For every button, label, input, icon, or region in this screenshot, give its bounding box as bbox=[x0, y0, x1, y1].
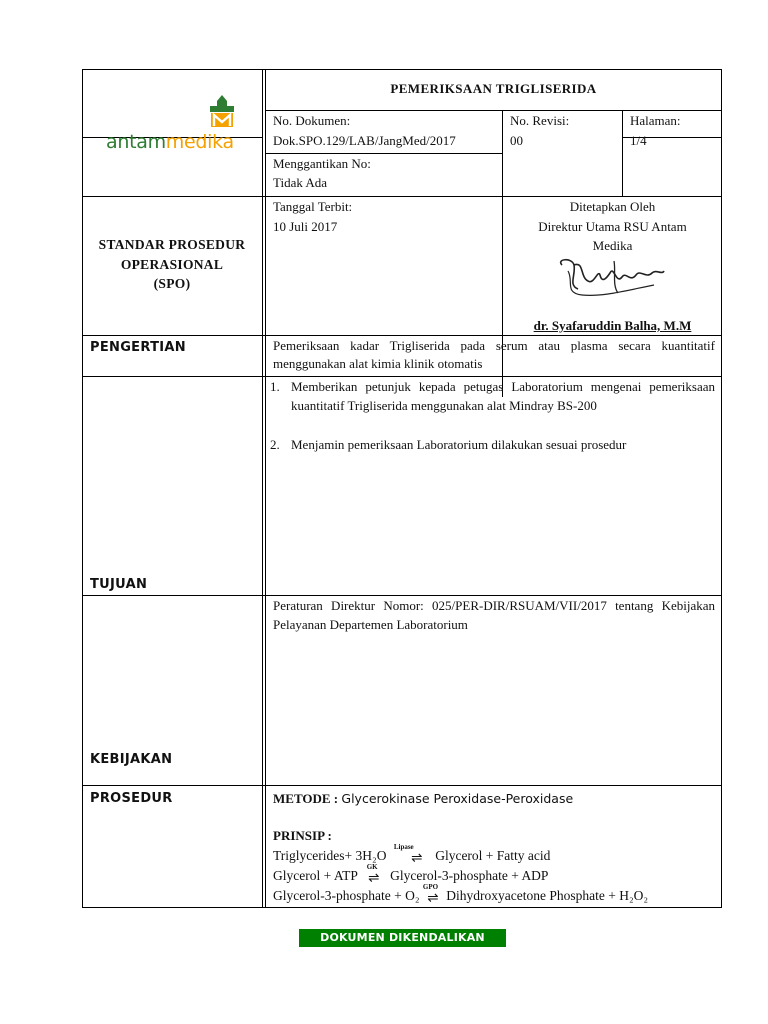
kebijakan-text: Peraturan Direktur Nomor: 025/PER-DIR/RSUAM/VII/2017 tentang Kebijakan Pelayanan Departemen Laboratorium bbox=[273, 598, 715, 632]
ditetapkan-line1: Ditetapkan Oleh bbox=[569, 199, 656, 214]
header-divider-2 bbox=[622, 110, 623, 196]
antam-medika-logo bbox=[106, 97, 246, 157]
logo-text-antam: antam bbox=[106, 131, 166, 153]
equilibrium-arrow-icon: ⇌ bbox=[368, 870, 380, 885]
equilibrium-arrow-icon: ⇌ bbox=[411, 850, 423, 865]
spo-label-line1: STANDAR PROSEDUR bbox=[98, 237, 246, 252]
reaction-2-right: Glycerol-3-phosphate + ADP bbox=[390, 868, 549, 883]
ditetapkan-line3: Medika bbox=[592, 238, 633, 253]
tujuan-item-2-text: Menjamin pemeriksaan Laboratorium dilakukan sesuai prosedur bbox=[291, 437, 627, 452]
reaction-2 bbox=[273, 863, 549, 885]
prosedur-label: PROSEDUR bbox=[90, 791, 173, 806]
reaction-2-enzyme: GK bbox=[366, 863, 378, 871]
medika-emblem-icon bbox=[202, 95, 242, 129]
tanggal-terbit-label: Tanggal Terbit: bbox=[273, 199, 353, 214]
tujuan-item-1-text: Memberikan petunjuk kepada petugas Laboratorium mengenai pemeriksaan kuantitatif Trigliserida menggunakan alat Mindray BS-200 bbox=[291, 379, 715, 413]
row-line-prosedur bbox=[82, 785, 722, 786]
reaction-3 bbox=[273, 883, 649, 905]
logo-text-medika: medika bbox=[165, 131, 234, 153]
equilibrium-arrow-icon: ⇌ bbox=[427, 890, 439, 905]
prinsip-label: PRINSIP : bbox=[273, 828, 332, 843]
frame-right-line bbox=[721, 69, 722, 908]
signature-image bbox=[554, 255, 670, 303]
no-revisi-value: 00 bbox=[510, 133, 523, 148]
no-revisi-label: No. Revisi: bbox=[510, 113, 570, 128]
controlled-document-footer: DOKUMEN DIKENDALIKAN (2017) bbox=[299, 929, 506, 947]
ditetapkan-line2: Direktur Utama RSU Antam bbox=[538, 219, 687, 234]
halaman-value: 1/4 bbox=[630, 133, 647, 148]
reaction-1 bbox=[273, 843, 551, 865]
reaction-1-left: Triglycerides+ 3H₂O bbox=[273, 848, 387, 863]
pengertian-text: Pemeriksaan kadar Trigliserida pada serum atau plasma secara kuantitatif menggunakan alat kimia klinik otomatis bbox=[273, 338, 715, 371]
logo-wordmark bbox=[106, 131, 234, 153]
pengertian-label: PENGERTIAN bbox=[90, 340, 186, 355]
frame-left-line bbox=[82, 69, 83, 908]
reaction-1-enzyme: Lipase bbox=[393, 843, 414, 851]
metode-label: METODE : bbox=[273, 791, 339, 806]
tujuan-label: TUJUAN bbox=[90, 577, 148, 592]
reaction-2-arrow bbox=[361, 863, 387, 885]
metode-value: Glycerokinase Peroxidase-Peroxidase bbox=[341, 791, 574, 806]
spo-label-line2: OPERASIONAL bbox=[120, 257, 224, 272]
no-dokumen-value: Dok.SPO.129/LAB/JangMed/2017 bbox=[273, 133, 456, 148]
metode-line bbox=[273, 789, 573, 808]
halaman-label: Halaman: bbox=[630, 113, 681, 128]
tujuan-item-2-number: 2. bbox=[270, 437, 280, 452]
kebijakan-label: KEBIJAKAN bbox=[90, 752, 173, 767]
column-divider-b bbox=[265, 69, 266, 908]
no-dokumen-label: No. Dokumen: bbox=[273, 113, 351, 128]
frame-top-line bbox=[82, 69, 722, 70]
reaction-3-arrow bbox=[422, 883, 443, 905]
spo-label-line3: (SPO) bbox=[153, 276, 191, 291]
frame-bottom-line bbox=[82, 907, 722, 908]
signatory-name: dr. Syafaruddin Balha, M.M bbox=[533, 318, 692, 333]
row-line-pengertian bbox=[82, 335, 722, 336]
tujuan-item-1-number: 1. bbox=[270, 379, 280, 394]
reaction-3-enzyme: GPO bbox=[422, 883, 439, 891]
tanggal-terbit-value: 10 Juli 2017 bbox=[273, 219, 338, 234]
reaction-1-right: Glycerol + Fatty acid bbox=[435, 848, 551, 863]
reaction-3-right: Dihydroxyacetone Phosphate + H₂O₂ bbox=[446, 888, 649, 903]
menggantikan-label: Menggantikan No: bbox=[273, 156, 371, 171]
reaction-2-left: Glycerol + ATP bbox=[273, 868, 358, 883]
reaction-3-left: Glycerol-3-phosphate + O₂ bbox=[273, 888, 420, 903]
reaction-1-arrow bbox=[390, 843, 432, 865]
menggantikan-value: Tidak Ada bbox=[273, 175, 328, 190]
document-title: PEMERIKSAAN TRIGLISERIDA bbox=[390, 81, 597, 96]
column-divider-a bbox=[262, 69, 263, 908]
spo-document bbox=[82, 69, 722, 908]
